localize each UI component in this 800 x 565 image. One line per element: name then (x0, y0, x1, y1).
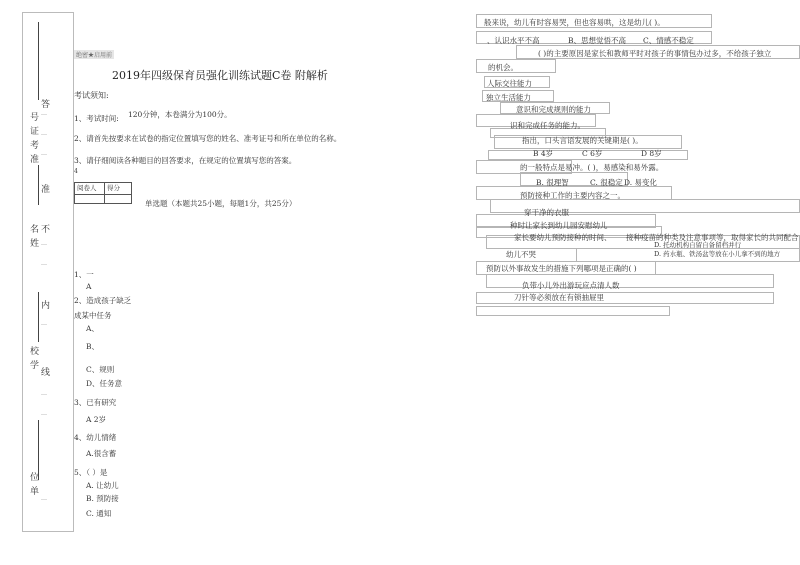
question-text: 4、幼儿情绪 (74, 433, 117, 442)
fragment-text: 独立生活能力 (486, 93, 531, 102)
binding-char: 不 (41, 225, 51, 235)
binding-dots: … (41, 110, 47, 117)
fragment-text: 的一般特点是易冲。( )，易感染和易外露。 (520, 163, 664, 172)
binding-dots: … (41, 130, 47, 137)
fragment-text: 预防接种工作的主要内容之一。 (520, 191, 625, 200)
binding-char: 线 (41, 368, 51, 378)
binding-line (38, 165, 39, 205)
binding-char: 号 (30, 113, 40, 123)
fragment-text: 家长要幼儿预防接种的时间、 (514, 233, 612, 242)
binding-dots: … (41, 240, 47, 247)
fragment-text: C. 很稳定 (590, 178, 623, 187)
binding-char: 证 (30, 127, 40, 137)
fragment-text: 幼儿不哭 (506, 250, 536, 259)
fragment-text: B 4岁 (533, 149, 554, 158)
confidential-tag: 绝密★启用前 (76, 52, 113, 59)
question-option: A、 (86, 324, 99, 333)
fragment-text: D 8岁 (641, 149, 662, 158)
score-box-header (75, 183, 131, 195)
binding-char: 答 (41, 100, 51, 110)
binding-char: 内 (41, 301, 51, 311)
question-text: 5、（ ）是 (74, 468, 108, 477)
question-option: A.很含蓄 (86, 449, 117, 458)
binding-line (38, 22, 39, 100)
binding-dots: … (41, 410, 47, 417)
binding-char: 校 (30, 347, 40, 357)
fragment-box (476, 306, 670, 316)
question-option: D、任务意 (86, 379, 123, 388)
question-text: 1、一 (74, 270, 94, 279)
question-option: B、 (86, 342, 100, 351)
binding-line (38, 292, 39, 342)
fragment-text: C、情感不稳定 (643, 36, 694, 45)
score-box-score-label: 得分 (107, 184, 120, 192)
question-option: A (86, 282, 92, 291)
fragment-text: B. 很理智 (536, 178, 569, 187)
binding-char: 位 (30, 473, 40, 483)
fragment-text: 、认识水平不高 (487, 36, 540, 45)
question-option: C. 通知 (86, 509, 112, 518)
score-box-grader-label: 阅卷人 (77, 184, 97, 192)
question-option: C、规则 (86, 365, 115, 374)
fragment-text: B、思想觉悟不高 (568, 36, 627, 45)
question-text: 3、已有研究 (74, 398, 117, 407)
fragment-text: 指出，口头言语发展的关键期是( )。 (522, 136, 643, 145)
fragment-text: 的机会。 (488, 63, 518, 72)
notice-item-2: 2、请首先按要求在试卷的指定位置填写您的姓名、准考证号和所在单位的名称。 (74, 134, 342, 143)
fragment-text: 穿干净的衣服 (524, 208, 569, 217)
notice-mark: 4 (74, 168, 78, 175)
page-title: 2019年四级保育员强化训练试题C卷 附解析 (112, 69, 328, 82)
binding-dots: … (41, 260, 47, 267)
binding-char: 学 (30, 361, 40, 371)
question-text: 成某中任务 (74, 311, 112, 320)
binding-char: 准 (30, 155, 40, 165)
fragment-text: 预防以外事故发生的措施下列哪项是正确的( ) (486, 264, 637, 273)
binding-char: 姓 (30, 239, 40, 249)
fragment-text: D. 药水瓶、铁汤盆等放在小儿拿不到的地方 (654, 250, 781, 258)
binding-char: 考 (30, 141, 40, 151)
binding-dots: … (41, 150, 47, 157)
notice-heading: 考试须知: (74, 91, 109, 100)
fragment-text: ( )的主要原因是家长和教师平时对孩子的事情包办过多，不给孩子独立 (538, 49, 772, 58)
notice-item-1-detail: 120分钟，本卷满分为100分。 (128, 110, 232, 119)
fragment-text: 人际交往能力 (487, 79, 532, 88)
score-box-divider (104, 183, 105, 203)
binding-char: 准 (41, 185, 51, 195)
fragment-text: D. 易变化 (624, 178, 658, 187)
binding-dots: … (41, 320, 47, 327)
fragment-text: D. 托幼机构自留自备留档并行 (654, 241, 742, 249)
section-title: 单选题（本题共25小题，每题1分，共25分） (145, 199, 297, 208)
binding-char: 单 (30, 487, 40, 497)
fragment-text: 种时让家长到幼儿园安慰幼儿 (510, 221, 608, 230)
binding-strip (22, 12, 74, 532)
question-option: B. 预防接 (86, 494, 119, 503)
binding-dots: … (41, 495, 47, 502)
question-option: A 2岁 (86, 415, 107, 424)
fragment-text: 接种疫苗的种类及注意事项等，取得家长的共同配合 (626, 233, 799, 242)
notice-item-1: 1、考试时间: (74, 114, 119, 123)
binding-char: 名 (30, 225, 40, 235)
fragment-text: 刀针等必须放在有锁抽屉里 (514, 293, 604, 302)
fragment-text: 识和完成任务的能力。 (510, 121, 585, 130)
fragment-text: 般来说，幼儿有时容易哭，但也容易哄，这是幼儿( )。 (484, 18, 665, 27)
question-option: A. 让幼儿 (86, 481, 119, 490)
fragment-text: C 6岁 (582, 149, 603, 158)
fragment-text: 意识和完成规则的能力 (516, 105, 591, 114)
notice-item-3: 3、请仔细阅读各种题目的回答要求，在规定的位置填写您的答案。 (74, 156, 297, 165)
question-text: 2、造成孩子缺乏 (74, 296, 132, 305)
score-box (74, 182, 132, 204)
fragment-text: 负带小儿外出游玩应点清人数 (522, 281, 620, 290)
binding-dots: … (41, 390, 47, 397)
